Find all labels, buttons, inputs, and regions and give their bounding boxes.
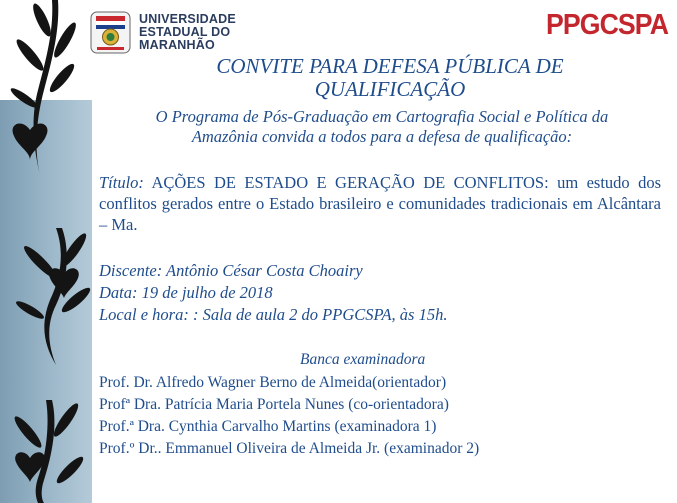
thesis-title-paragraph	[99, 172, 661, 235]
floral-ornament-icon	[0, 0, 92, 503]
university-name-line-1: UNIVERSIDADE	[139, 12, 236, 26]
university-seal-logo	[88, 10, 133, 55]
date-line: Data: 19 de julho de 2018	[99, 283, 273, 302]
committee-member: Prof.ª Dra. Cynthia Carvalho Martins (examinadora 1)	[99, 418, 437, 435]
title-line-1: CONVITE PARA DEFESA PÚBLICA DE	[216, 54, 564, 78]
committee-heading: Banca examinadora	[300, 351, 426, 368]
thesis-title: AÇÕES DE ESTADO E GERAÇÃO DE CONFLITOS: um estudo dos conflitos gerados entre o Estado brasileiro e comunidades tradicionais em Alcântara – Ma.	[99, 173, 661, 234]
intro-line-2: Amazônia convida a todos para a defesa de qualificação:	[191, 127, 573, 146]
title-line-2: QUALIFICAÇÃO	[314, 77, 466, 101]
university-name-line-2: ESTADUAL DO	[139, 25, 231, 39]
university-name	[139, 13, 236, 52]
invitation-title	[160, 55, 620, 101]
place-line: Local e hora: : Sala de aula 2 do PPGCSPA, às 15h.	[99, 305, 448, 324]
committee-member: Prof.º Dr.. Emmanuel Oliveira de Almeida Jr. (examinador 2)	[99, 440, 480, 457]
intro-line-1: O Programa de Pós-Graduação em Cartografia Social e Política da	[155, 107, 609, 126]
committee-member: Prof. Dr. Alfredo Wagner Berno de Almeida(orientador)	[99, 374, 447, 391]
defense-details	[99, 260, 447, 326]
program-brand: PPGCSPA	[546, 9, 669, 41]
university-name-line-3: MARANHÃO	[139, 38, 215, 52]
committee-list	[99, 372, 479, 460]
thesis-block	[99, 172, 661, 235]
title-label: Título:	[99, 173, 144, 192]
student-line: Discente: Antônio César Costa Choairy	[99, 261, 363, 280]
committee-member: Profª Dra. Patrícia Maria Portela Nunes (co-orientadora)	[99, 396, 449, 413]
invitation-intro	[112, 107, 652, 147]
